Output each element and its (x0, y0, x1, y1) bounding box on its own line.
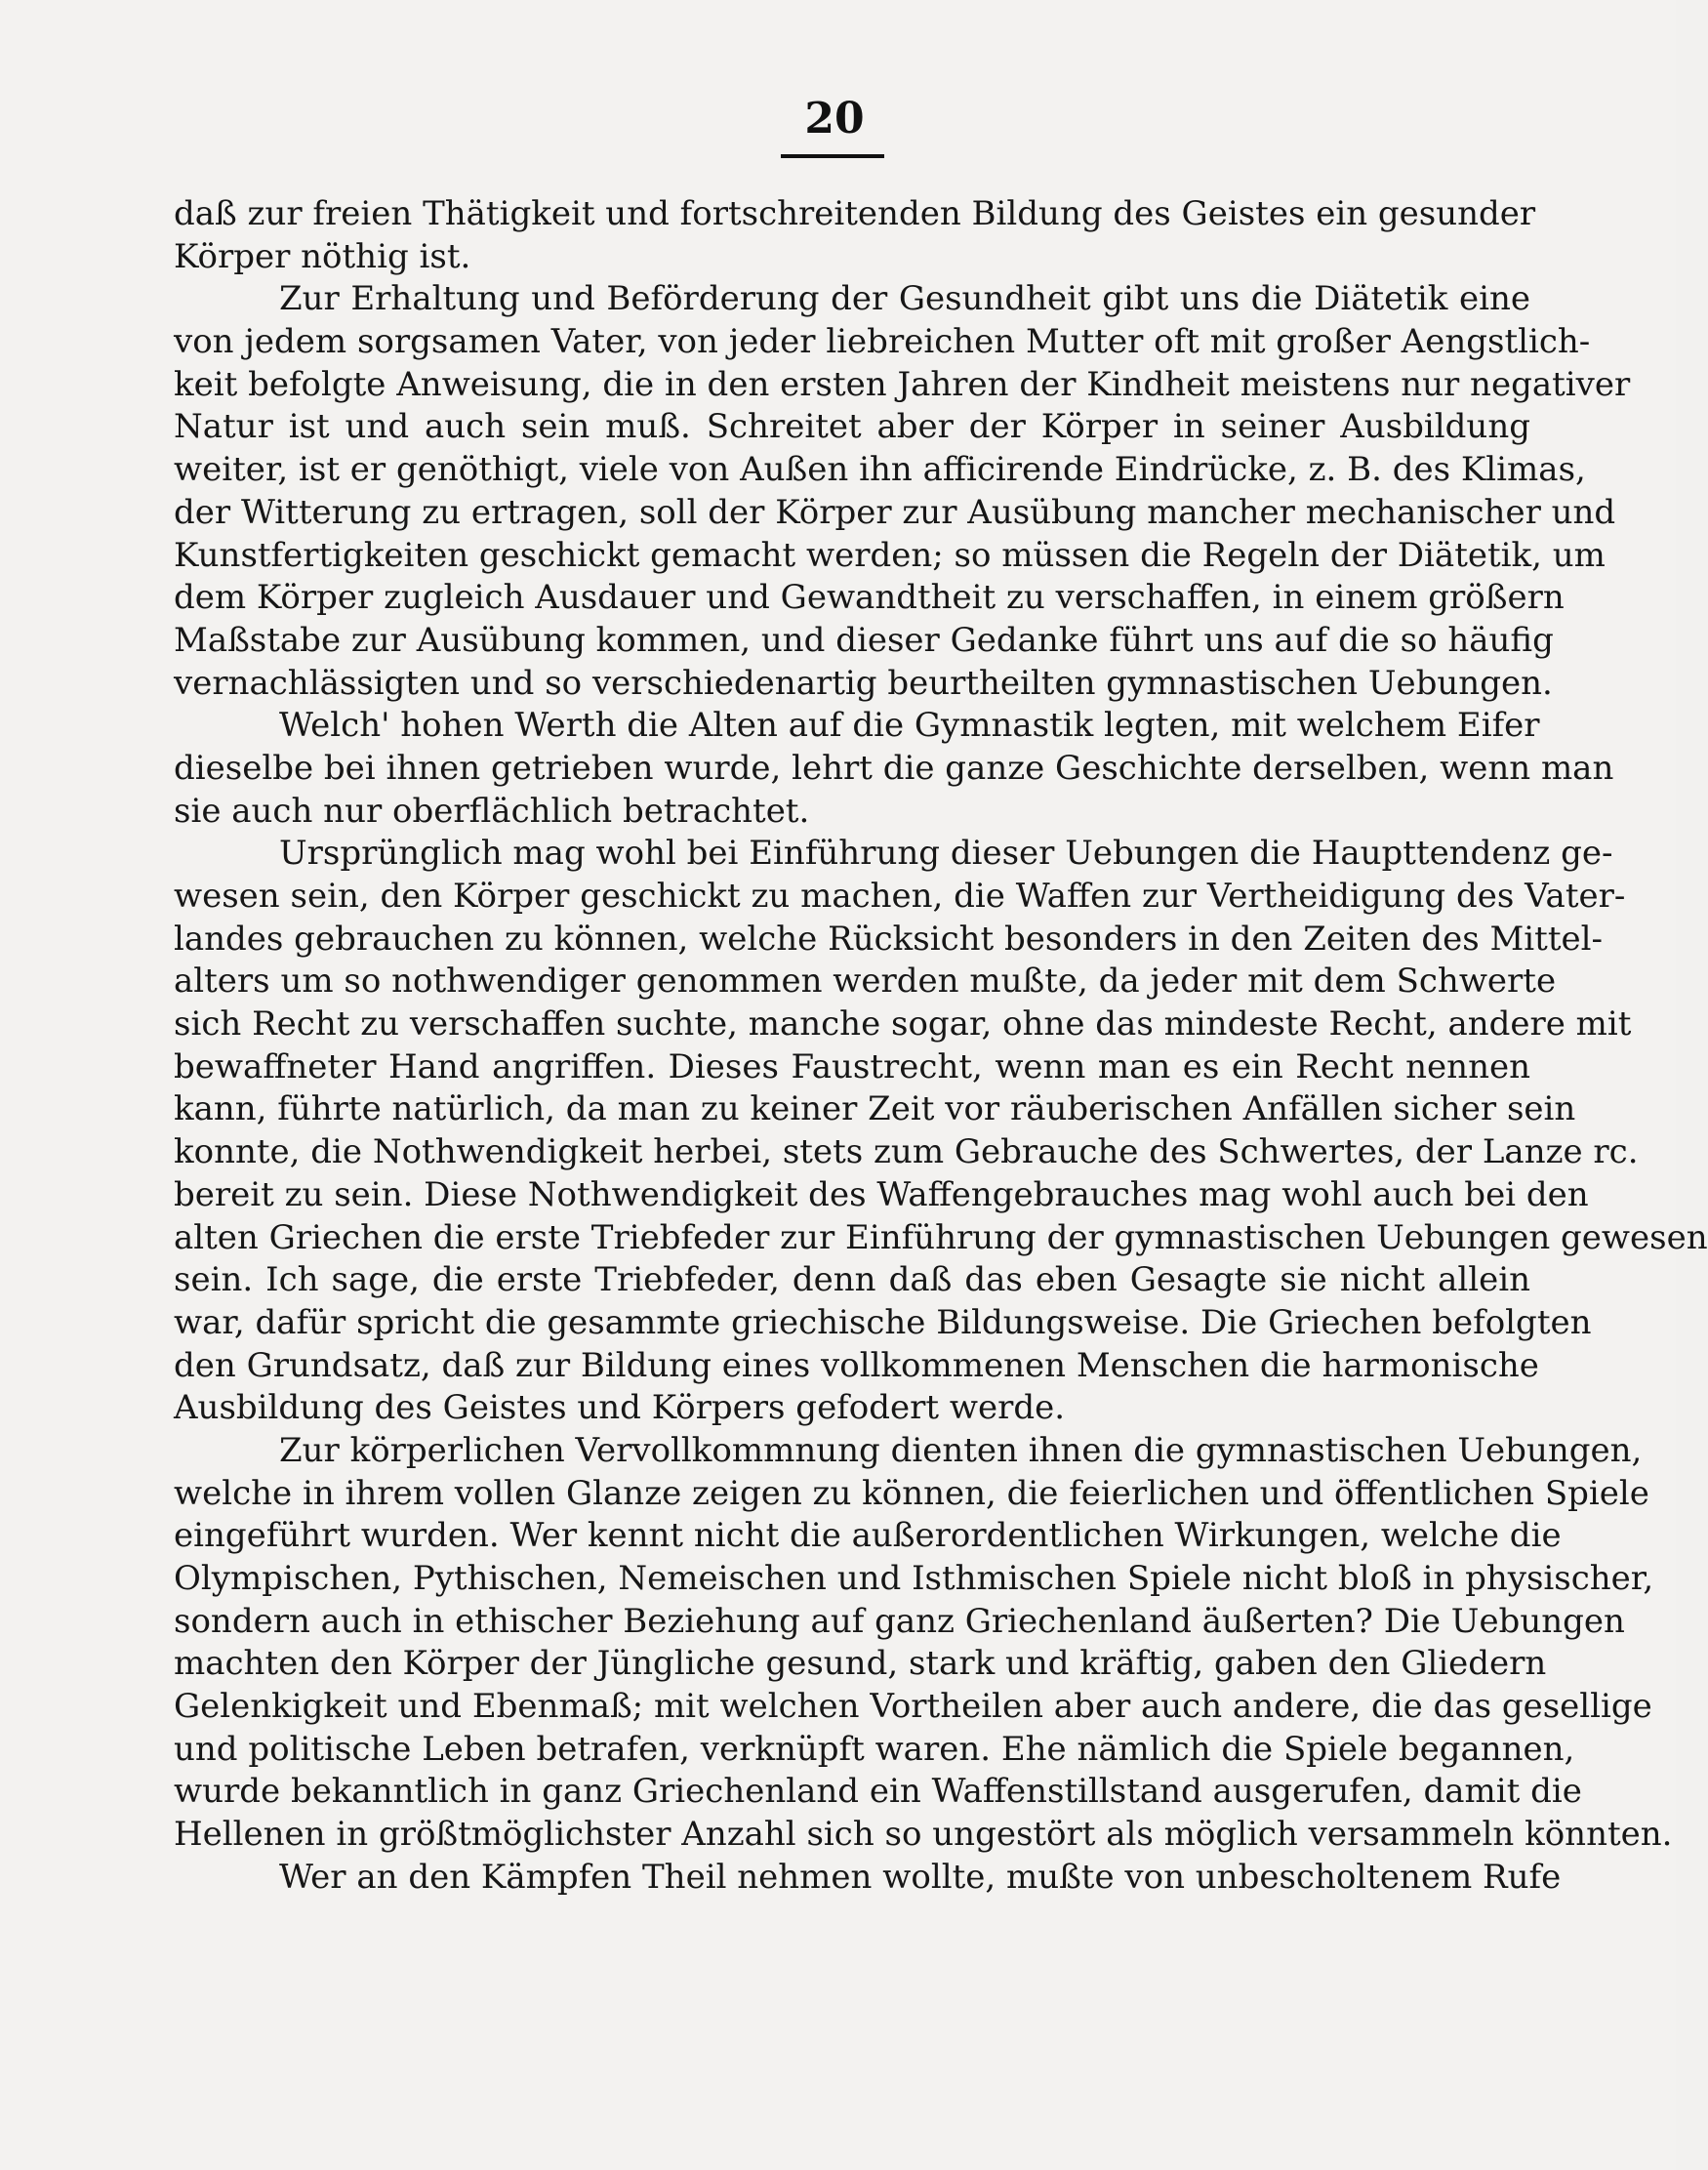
text-line: Kunstfertigkeiten geschickt gemacht werden; so müssen die Regeln der Diätetik, um (174, 535, 1606, 575)
text-line: der Witterung zu ertragen, soll der Körper zur Ausübung mancher mechanischer und (174, 492, 1616, 532)
text-line: welche in ihrem vollen Glanze zeigen zu können, die feierlichen und öffentlichen Spiele (174, 1473, 1649, 1513)
body-text (174, 193, 1708, 1900)
text-line: bewaffneter Hand angriffen. Dieses Faustrecht, wenn man es ein Recht nennen (174, 1046, 1530, 1086)
text-line: wurde bekanntlich in ganz Griechenland ein Waffenstillstand ausgerufen, damit die (174, 1772, 1582, 1812)
text-line: sondern auch in ethischer Beziehung auf ganz Griechenland äußerten? Die Uebungen (174, 1601, 1625, 1641)
text-line: sein. Ich sage, die erste Triebfeder, denn daß das eben Gesagte sie nicht allein (174, 1260, 1530, 1300)
text-line: von jedem sorgsamen Vater, von jeder liebreichen Mutter oft mit großer Aengstlich- (174, 322, 1591, 362)
text-line: den Grundsatz, daß zur Bildung eines vollkommenen Menschen die harmonische (174, 1345, 1539, 1385)
text-line: vernachlässigten und so verschiedenartig beurtheilten gymnastischen Uebungen. (174, 663, 1553, 703)
text-line: weiter, ist er genöthigt, viele von Außen ihn afficirende Eindrücke, z. B. des Klimas, (174, 450, 1586, 490)
text-line: Ausbildung des Geistes und Körpers gefodert werde. (174, 1388, 1066, 1428)
text-line: machten den Körper der Jüngliche gesund, stark und kräftig, gaben den Gliedern (174, 1644, 1547, 1684)
text-line: dieselbe bei ihnen getrieben wurde, lehrt die ganze Geschichte derselben, wenn man (174, 748, 1614, 788)
text-line: alters um so nothwendiger genommen werden mußte, da jeder mit dem Schwerte (174, 962, 1557, 1002)
text-line: bereit zu sein. Diese Nothwendigkeit des Waffengebrauches mag wohl auch bei den (174, 1174, 1589, 1214)
text-line: Zur Erhaltung und Beförderung der Gesundheit gibt uns die Diätetik eine (279, 279, 1530, 319)
text-line: Zur körperlichen Vervollkommnung dienten ihnen die gymnastischen Uebungen, (279, 1430, 1643, 1470)
text-line: kann, führte natürlich, da man zu keiner Zeit vor räuberischen Anfällen sicher sein (174, 1089, 1576, 1129)
text-line: Welch' hohen Werth die Alten auf die Gymnastik legten, mit welchem Eifer (279, 706, 1540, 746)
text-line: Körper nöthig ist. (174, 236, 471, 276)
text-line: konnte, die Nothwendigkeit herbei, stets zum Gebrauche des Schwertes, der Lanze rc. (174, 1132, 1639, 1172)
text-line: wesen sein, den Körper geschickt zu machen, die Waffen zur Vertheidigung des Vater- (174, 877, 1626, 916)
text-line: alten Griechen die erste Triebfeder zur Einführung der gymnastischen Uebungen gewesen (174, 1217, 1708, 1257)
page-number: 20 (804, 94, 865, 143)
text-line: Natur ist und auch sein muß. Schreitet aber der Körper in seiner Ausbildung (174, 407, 1530, 447)
text-line: und politische Leben betrafen, verknüpft waren. Ehe nämlich die Spiele begannen, (174, 1729, 1575, 1769)
text-line: Gelenkigkeit und Ebenmaß; mit welchen Vortheilen aber auch andere, die das gesellige (174, 1687, 1652, 1727)
text-line: landes gebrauchen zu können, welche Rücksicht besonders in den Zeiten des Mittel- (174, 919, 1603, 959)
text-line: eingeführt wurden. Wer kennt nicht die außerordentlichen Wirkungen, welche die (174, 1516, 1562, 1556)
text-line: Ursprünglich mag wohl bei Einführung dieser Uebungen die Haupttendenz ge- (279, 834, 1613, 874)
text-line: keit befolgte Anweisung, die in den ersten Jahren der Kindheit meistens nur negativer (174, 364, 1631, 404)
text-line: dem Körper zugleich Ausdauer und Gewandtheit zu verschaffen, in einem größern (174, 578, 1565, 618)
text-line: Hellenen in größtmöglichster Anzahl sich so ungestört als möglich versammeln könnten. (174, 1815, 1673, 1855)
text-line: war, dafür spricht die gesammte griechische Bildungsweise. Die Griechen befolgten (174, 1302, 1592, 1342)
text-line: sich Recht zu verschaffen suchte, manche sogar, ohne das mindeste Recht, andere mit (174, 1004, 1632, 1044)
page-number-rule (781, 154, 884, 158)
text-line: daß zur freien Thätigkeit und fortschreitenden Bildung des Geistes ein gesunder (174, 194, 1536, 233)
text-line: Maßstabe zur Ausübung kommen, und dieser Gedanke führt uns auf die so häufig (174, 620, 1554, 660)
text-line: Olympischen, Pythischen, Nemeischen und Isthmischen Spiele nicht bloß in physischer, (174, 1559, 1654, 1598)
text-line: Wer an den Kämpfen Theil nehmen wollte, mußte von unbescholtenem Rufe (279, 1857, 1562, 1897)
text-line: sie auch nur oberflächlich betrachtet. (174, 791, 810, 831)
